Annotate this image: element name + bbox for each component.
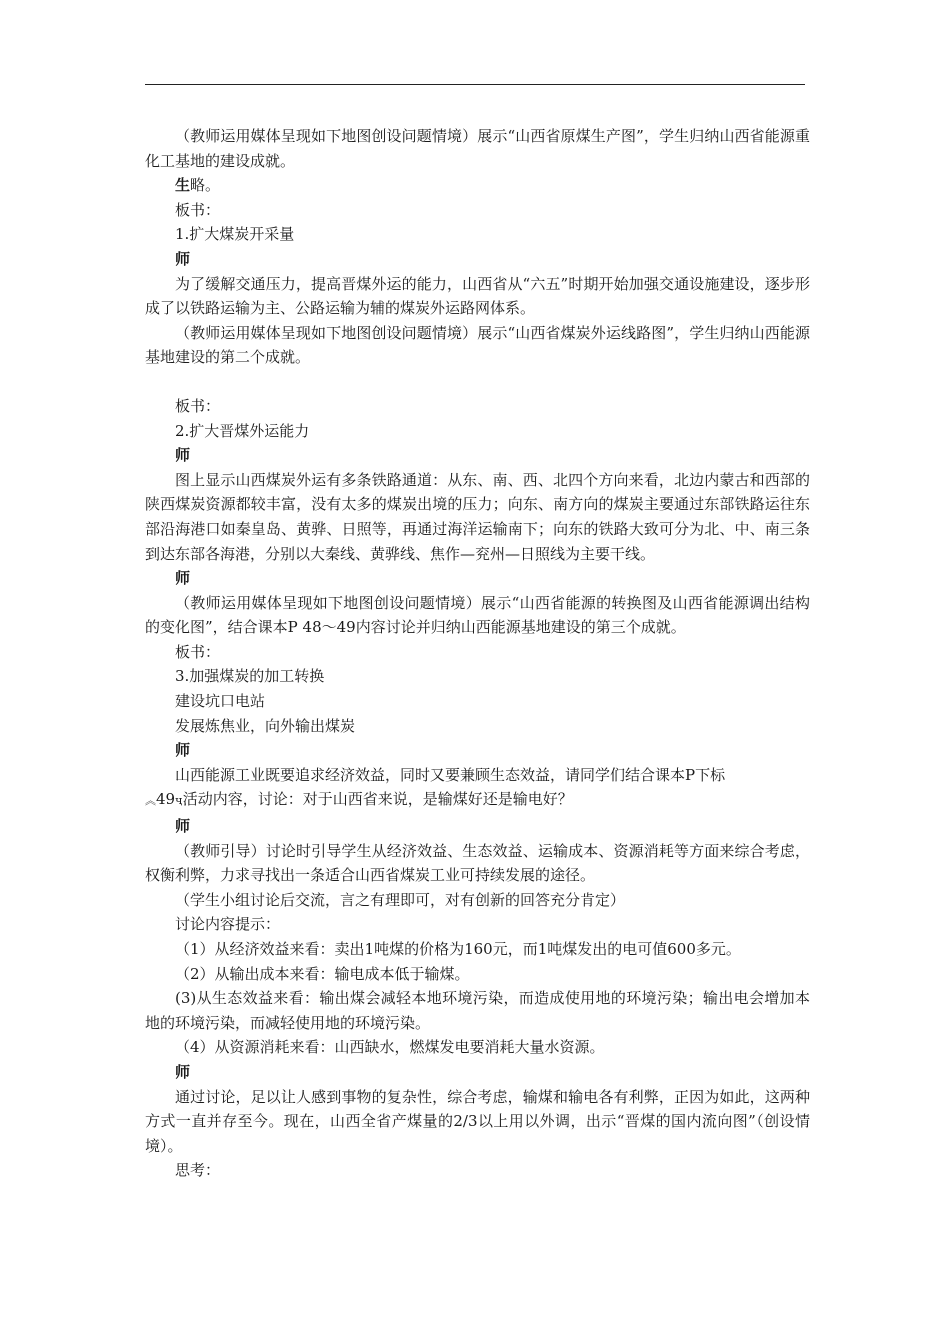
paragraph-text: 通过讨论，足以让人感到事物的复杂性，综合考虑，输煤和输电各有利弊，正因为如此，这两种方式一直并存至今。现在，山西全省产煤量的2/3以上用以外调，出示“晋煤的国内流向图”（创设情境）。 <box>145 1087 810 1155</box>
speaker-label-text: 师 <box>175 249 191 268</box>
header-rule <box>145 84 805 85</box>
paragraph-text: 图上显示山西煤炭外运有多条铁路通道：从东、南、西、北四个方向来看，北边内蒙古和西部的陕西煤炭资源都较丰富，没有太多的煤炭出境的压力；向东、南方向的煤炭主要通过东部铁路运往东部沿海港口如秦皇岛、黄骅、日照等，再通过海洋运输南下；向东的铁路大致可分为北、中、南三条到达东部各海港，分别以大秦线、黄骅线、焦作—兖州—日照线为主要干线。 <box>145 470 810 563</box>
speaker-label <box>145 443 810 468</box>
paragraph-text: (3)从生态效益来看：输出煤会减轻本地环境污染，而造成使用地的环境污染；输出电会增加本地的环境污染，而减轻使用地的环境污染。 <box>145 989 810 1032</box>
paragraph-text: 活动内容，讨论：对于山西省来说，是输煤好还是输电好？ <box>182 790 573 809</box>
paragraph <box>145 272 810 321</box>
paragraph <box>145 419 810 444</box>
paragraph <box>145 937 810 962</box>
paragraph-text: （教师引导）讨论时引导学生从经济效益、生态效益、运输成本、资源消耗等方面来综合考虑，权衡利弊，力求寻找出一条适合山西省煤炭工业可持续发展的途径。 <box>145 841 810 885</box>
paragraph-text: 山西能源工业既要追求经济效益，同时又要兼顾生态效益，请同学们结合课本P下标 <box>175 765 726 784</box>
paragraph <box>145 912 810 937</box>
paragraph <box>145 763 810 788</box>
paragraph-text: 建设坑口电站 <box>175 692 266 711</box>
paragraph <box>145 839 810 888</box>
paragraph <box>145 1035 810 1060</box>
paragraph-text: （教师运用媒体呈现如下地图创设问题情境）展示“山西省煤炭外运线路图”，学生归纳山西能源基地建设的第二个成就。 <box>145 323 810 367</box>
paragraph-text: （4）从资源消耗来看：山西缺水，燃煤发电要消耗大量水资源。 <box>175 1038 605 1057</box>
speaker-label-text: 师 <box>175 446 191 465</box>
paragraph-text: 板书： <box>175 200 221 219</box>
paragraph <box>145 124 810 173</box>
paragraph <box>145 962 810 987</box>
paragraph <box>145 1158 810 1183</box>
speaker-label <box>145 738 810 763</box>
paragraph <box>145 689 810 714</box>
paragraph <box>145 222 810 247</box>
paragraph-text: 2.扩大晋煤外运能力 <box>175 421 310 440</box>
speaker-label-text: 师 <box>175 817 191 836</box>
paragraph-text: 思考： <box>175 1161 221 1180</box>
symbol-glyph: ҷ <box>175 794 183 808</box>
speaker-label-text: 生 <box>175 176 191 195</box>
paragraph-text: （学生小组讨论后交流，言之有理即可，对有创新的回答充分肯定） <box>175 890 626 909</box>
paragraph <box>145 790 175 808</box>
paragraph-text: 讨论内容提示： <box>175 915 281 934</box>
paragraph-text: （2）从输出成本来看：输电成本低于输煤。 <box>175 964 470 983</box>
paragraph-text: 1.扩大煤炭开采量 <box>175 225 295 244</box>
paragraph <box>145 198 810 223</box>
paragraph <box>145 640 810 665</box>
paragraph <box>145 173 810 198</box>
speaker-label-text: 师 <box>175 569 191 588</box>
paragraph <box>175 790 573 808</box>
paragraph-text: 板书： <box>175 642 221 661</box>
paragraph <box>145 888 810 913</box>
paragraph <box>145 394 810 419</box>
paragraph <box>145 468 810 566</box>
symbol-glyph: ︽ <box>145 794 156 808</box>
paragraph-text: 3.加强煤炭的加工转换 <box>175 667 325 686</box>
speaker-label <box>145 247 810 272</box>
speaker-label <box>145 566 810 591</box>
paragraph-text: 为了缓解交通压力，提高晋煤外运的能力，山西省从“六五”时期开始加强交通设施建设，逐步形成了以铁路运输为主、公路运输为辅的煤炭外运路网体系。 <box>145 274 810 318</box>
paragraph-text: 发展炼焦业，向外输出煤炭 <box>175 716 356 735</box>
speaker-label-text: 师 <box>175 741 191 760</box>
speaker-label-text: 师 <box>175 1062 191 1081</box>
paragraph <box>145 714 810 739</box>
speaker-label <box>145 1060 810 1085</box>
paragraph-text: 板书： <box>175 396 221 415</box>
paragraph-text: （教师运用媒体呈现如下地图创设问题情境）展示“山西省原煤生产图”，学生归纳山西省能源重化工基地的建设成就。 <box>145 127 810 170</box>
blank-line <box>145 370 810 394</box>
paragraph-text: （1）从经济效益来看：卖出1吨煤的价格为160元，而1吨煤发出的电可值600多元。 <box>175 940 741 958</box>
paragraph-text: （教师运用媒体呈现如下地图创设问题情境）展示“山西省能源的转换图及山西省能源调出结构的变化图”，结合课本P 48～49内容讨论并归纳山西能源基地建设的第三个成就。 <box>145 593 810 637</box>
paragraph <box>145 986 810 1035</box>
paragraph <box>145 321 810 370</box>
document-body <box>145 124 810 1183</box>
paragraph-text: 略。 <box>190 176 221 195</box>
paragraph <box>145 1085 810 1159</box>
paragraph-text: 49 <box>156 790 176 809</box>
paragraph <box>145 664 810 689</box>
paragraph <box>145 591 810 640</box>
speaker-label <box>145 814 810 839</box>
